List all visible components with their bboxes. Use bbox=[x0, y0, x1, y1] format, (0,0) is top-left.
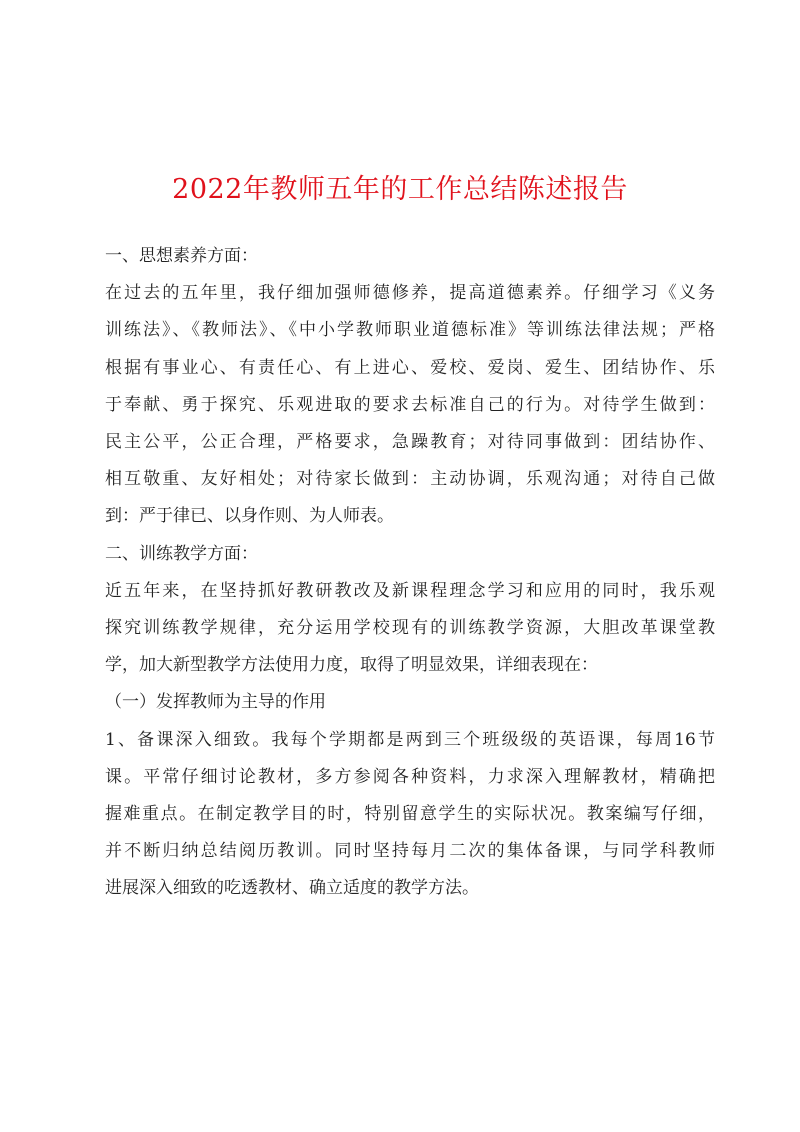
text-line: 到：严于律已、以身作则、为人师表。 bbox=[105, 506, 394, 527]
document-title: 2022年教师五年的工作总结陈述报告 bbox=[172, 174, 628, 205]
text-line: 1、备课深入细致。我每个学期都是两到三个班级级的英语课，每周16节 bbox=[105, 729, 715, 750]
text-line: 近五年来，在坚持抓好教研教改及新课程理念学习和应用的同时，我乐观 bbox=[105, 580, 715, 601]
text-line: 课。平常仔细讨论教材，多方参阅各种资料，力求深入理解教材，精确把 bbox=[105, 766, 715, 787]
paragraph-teaching-intro bbox=[105, 573, 715, 685]
paragraph-lesson-prep bbox=[105, 722, 715, 908]
text-line: 一、思想素养方面： bbox=[105, 246, 258, 266]
document-body bbox=[105, 238, 715, 908]
text-line: 相互敬重、友好相处；对待家长做到：主动协调，乐观沟通；对待自己做 bbox=[105, 469, 715, 490]
section-heading-2 bbox=[105, 536, 715, 573]
text-line: 训练法》、《教师法》、《中小学教师职业道德标准》等训练法律法规；严格 bbox=[105, 320, 715, 341]
text-line: 探究训练教学规律，充分运用学校现有的训练教学资源，大胆改革课堂教 bbox=[105, 618, 715, 639]
text-line: 学，加大新型教学方法使用力度，取得了明显效果，详细表现在： bbox=[105, 655, 598, 676]
text-line: 在过去的五年里，我仔细加强师德修养，提高道德素养。仔细学习《义务 bbox=[105, 283, 715, 304]
text-line: 握难重点。在制定教学目的时，特别留意学生的实际状况。教案编写仔细， bbox=[105, 804, 715, 825]
text-line: 二、训练教学方面： bbox=[105, 543, 258, 564]
text-line: 根据有事业心、有责任心、有上进心、爱校、爱岗、爱生、团结协作、乐 bbox=[105, 357, 715, 378]
section-heading-1 bbox=[105, 238, 715, 275]
subsection-heading-1 bbox=[105, 684, 715, 721]
text-line: 并不断归纳总结阅历教训。同时坚持每月二次的集体备课，与同学科教师 bbox=[105, 841, 715, 862]
text-line: 于奉献、勇于探究、乐观进取的要求去标准自己的行为。对待学生做到： bbox=[105, 394, 715, 415]
text-line: 进展深入细致的吃透教材、确立适度的教学方法。 bbox=[105, 878, 479, 899]
paragraph-ideology bbox=[105, 275, 715, 535]
text-line: 民主公平，公正合理，严格要求，急躁教育；对待同事做到：团结协作、 bbox=[105, 432, 715, 453]
text-line: （一）发挥教师为主导的作用 bbox=[105, 692, 326, 713]
